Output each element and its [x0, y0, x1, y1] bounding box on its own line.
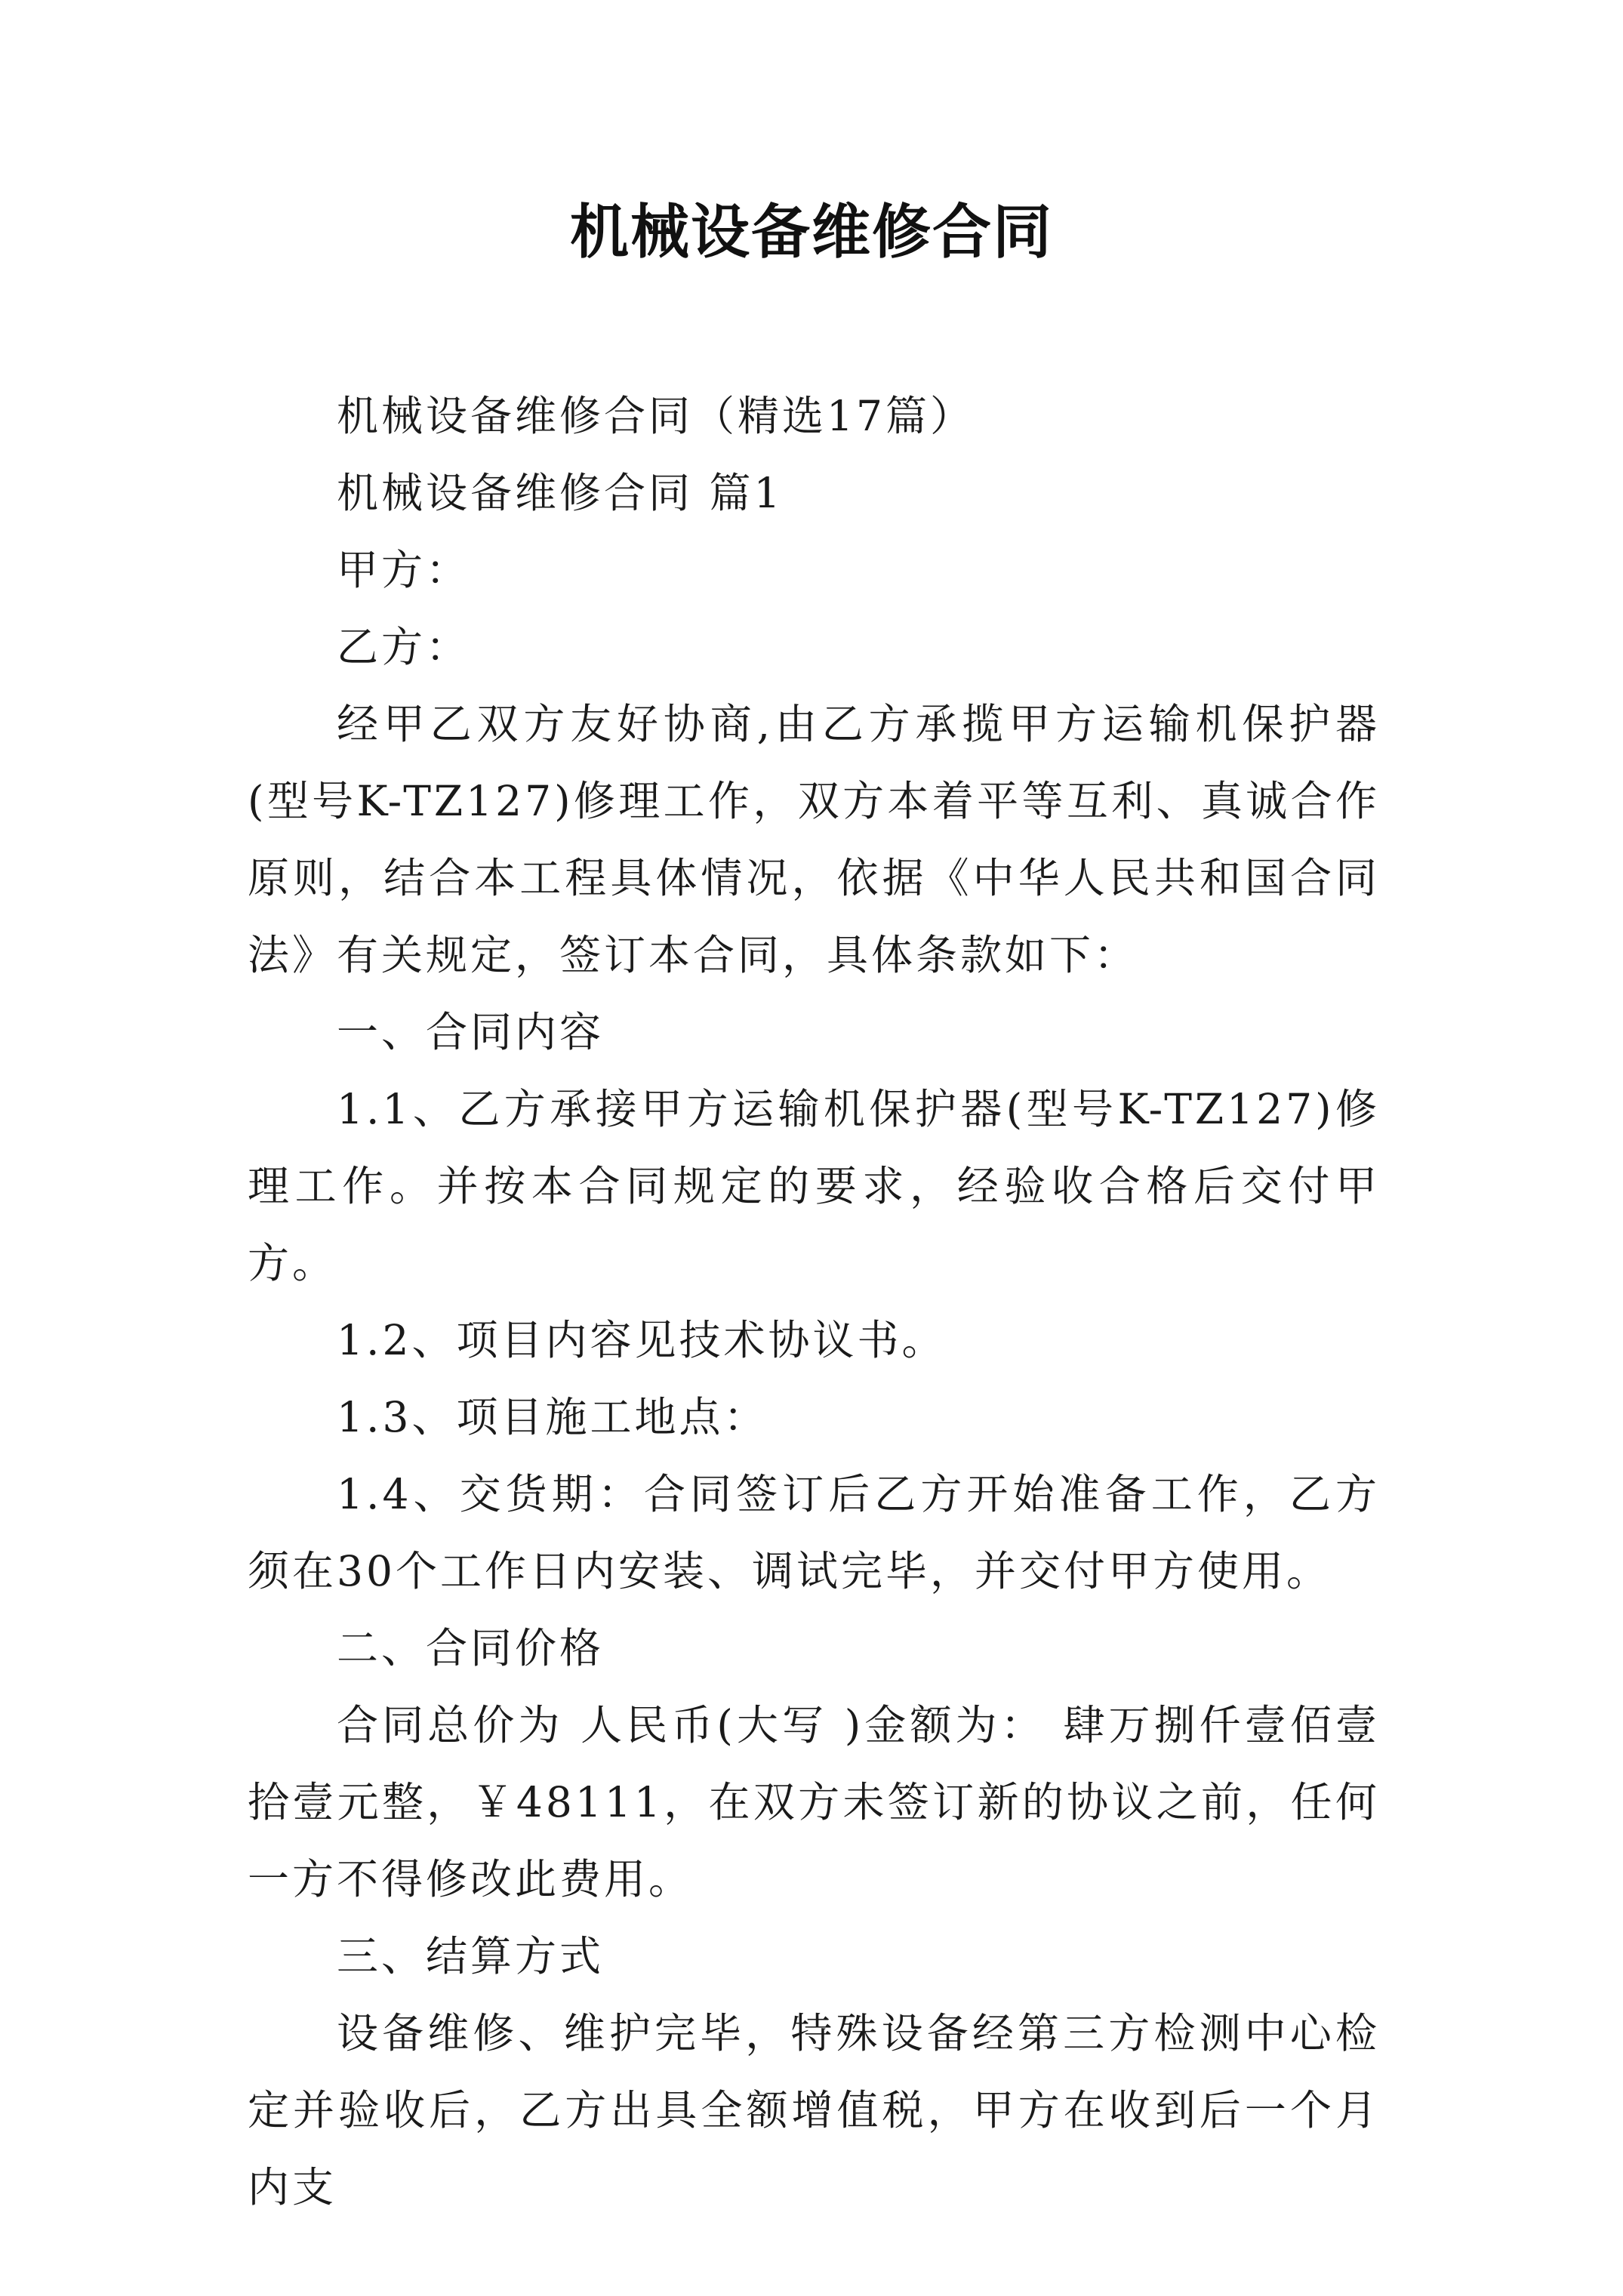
paragraph-heading-collection: 机械设备维修合同（精选17篇） [337, 392, 975, 440]
paragraph-clause-1-1: 1.1、乙方承接甲方运输机保护器(型号K-TZ127)修理工作。并按本合同规定的要求，经验收合格后交付甲方。 [248, 1085, 1380, 1287]
paragraph-party-b: 乙方： [337, 623, 471, 671]
paragraph-party-a: 甲方： [337, 546, 471, 594]
paragraph-clause-1-3: 1.3、项目施工地点： [337, 1393, 768, 1441]
paragraph-settlement-detail: 设备维修、维护完毕，特殊设备经第三方检测中心检定并验收后，乙方出具全额增值税，甲方在收到后一个月内支 [248, 2009, 1380, 2211]
paragraph-clause-1-2: 1.2、项目内容见技术协议书。 [337, 1316, 947, 1364]
document-body [248, 378, 1380, 2226]
paragraph-clause-1-4: 1.4、交货期：合同签订后乙方开始准备工作，乙方须在30个工作日内安装、调试完毕，并交付甲方使用。 [248, 1470, 1380, 1595]
paragraph-price-detail: 合同总价为 人民币(大写 )金额为： 肆万捌仟壹佰壹拾壹元整，￥48111，在双方未签订新的协议之前，任何一方不得修改此费用。 [248, 1701, 1380, 1903]
document-title: 机械设备维修合同 [569, 198, 1053, 267]
paragraph-heading-content: 一、合同内容 [337, 1008, 605, 1056]
paragraph-section-title: 机械设备维修合同 篇1 [337, 469, 784, 517]
paragraph-preamble: 经甲乙双方友好协商,由乙方承揽甲方运输机保护器(型号K-TZ127)修理工作，双方本着平等互利、真诚合作原则，结合本工程具体情况，依据《中华人民共和国合同法》有关规定，签订本合同，具体条款如下： [248, 700, 1380, 979]
paragraph-heading-settlement: 三、结算方式 [337, 1932, 605, 1980]
paragraph-heading-price: 二、合同价格 [337, 1624, 605, 1672]
